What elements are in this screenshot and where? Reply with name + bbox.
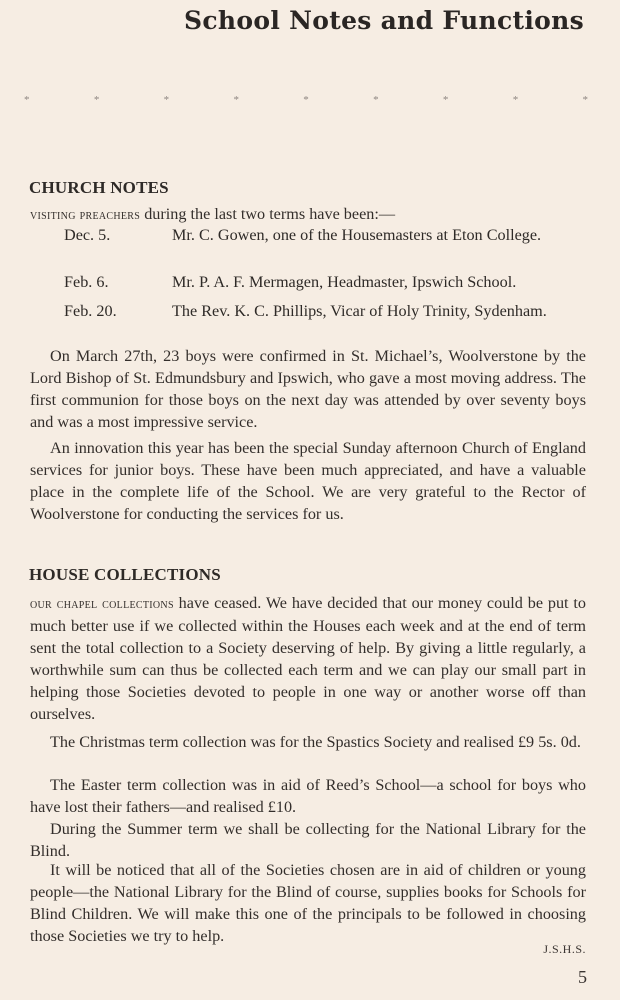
church-notes-heading: CHURCH NOTES — [29, 178, 169, 197]
divider-star: * — [93, 94, 100, 106]
preacher-date: Dec. 5. — [64, 226, 111, 244]
preacher-entry — [64, 224, 584, 246]
divider-star: * — [303, 94, 309, 106]
divider-star: * — [24, 94, 30, 106]
paragraph: It will be noticed that all of the Societies chosen are in aid of children or young people—the National Library for the Blind of course, supplies books for Schools for Blind Children. We will make this one of the principals to be followed in choosing those Societies we try to help. — [30, 861, 586, 945]
divider-star: * — [582, 94, 588, 106]
preacher-name: Mr. C. Gowen, one of the Housemasters at Eton College. — [172, 226, 542, 244]
page-title: School Notes and Functions — [184, 6, 584, 35]
paragraph: The Easter term collection was in aid of Reed’s School—a school for boys who have lost their fathers—and realised £10. — [30, 776, 586, 816]
divider-star: * — [442, 94, 449, 106]
preacher-date: Feb. 20. — [64, 302, 117, 320]
preacher-date: Feb. 6. — [64, 273, 109, 291]
paragraph: The Christmas term collection was for the Spastics Society and realised £9 5s. 0d. — [50, 733, 581, 751]
intro-smallcaps: visiting preachers — [30, 207, 141, 223]
intro-smallcaps: our chapel collections — [30, 596, 174, 612]
house-collections-intro — [30, 592, 586, 725]
divider-star: * — [233, 94, 239, 106]
preacher-name: Mr. P. A. F. Mermagen, Headmaster, Ipswich School. — [172, 273, 517, 291]
divider-star: * — [163, 94, 170, 106]
author-signature: J.S.H.S. — [543, 942, 586, 956]
preacher-entry — [64, 300, 584, 322]
intro-text: during the last two terms have been:— — [140, 205, 396, 223]
paragraph: On March 27th, 23 boys were confirmed in St. Michael’s, Woolverstone by the Lord Bishop of St. Edmundsbury and Ipswich, who gave a most moving address. The first communion for those boys on the next day was attended by over seventy boys and was a most impressive service. — [30, 347, 586, 431]
church-notes-intro — [30, 203, 586, 226]
preacher-entry — [64, 271, 584, 293]
divider-star: * — [512, 94, 519, 106]
paragraph: During the Summer term we shall be collecting for the National Library for the Blind. — [30, 820, 586, 860]
paragraph: An innovation this year has been the special Sunday afternoon Church of England services for junior boys. These have been much appreciated, and have a valuable place in the complete life of the School. We are very grateful to the Rector of Woolverstone for conducting the services for us. — [30, 439, 586, 523]
intro-text: have ceased. We have decided that our money could be put to much better use if we collected within the Houses each week and at the end of term sent the total collection to a Society deserving of help. By giving a little regularly, a worthwhile sum can thus be collected each term and we can play our small part in helping those Societies devoted to people in one way or another worse off than ourselves. — [30, 594, 586, 723]
page-number: 5 — [578, 967, 587, 987]
divider-star: * — [373, 94, 379, 106]
section-divider — [24, 94, 588, 106]
house-collections-heading: HOUSE COLLECTIONS — [29, 565, 221, 584]
preacher-name: The Rev. K. C. Phillips, Vicar of Holy Trinity, Sydenham. — [172, 302, 547, 320]
